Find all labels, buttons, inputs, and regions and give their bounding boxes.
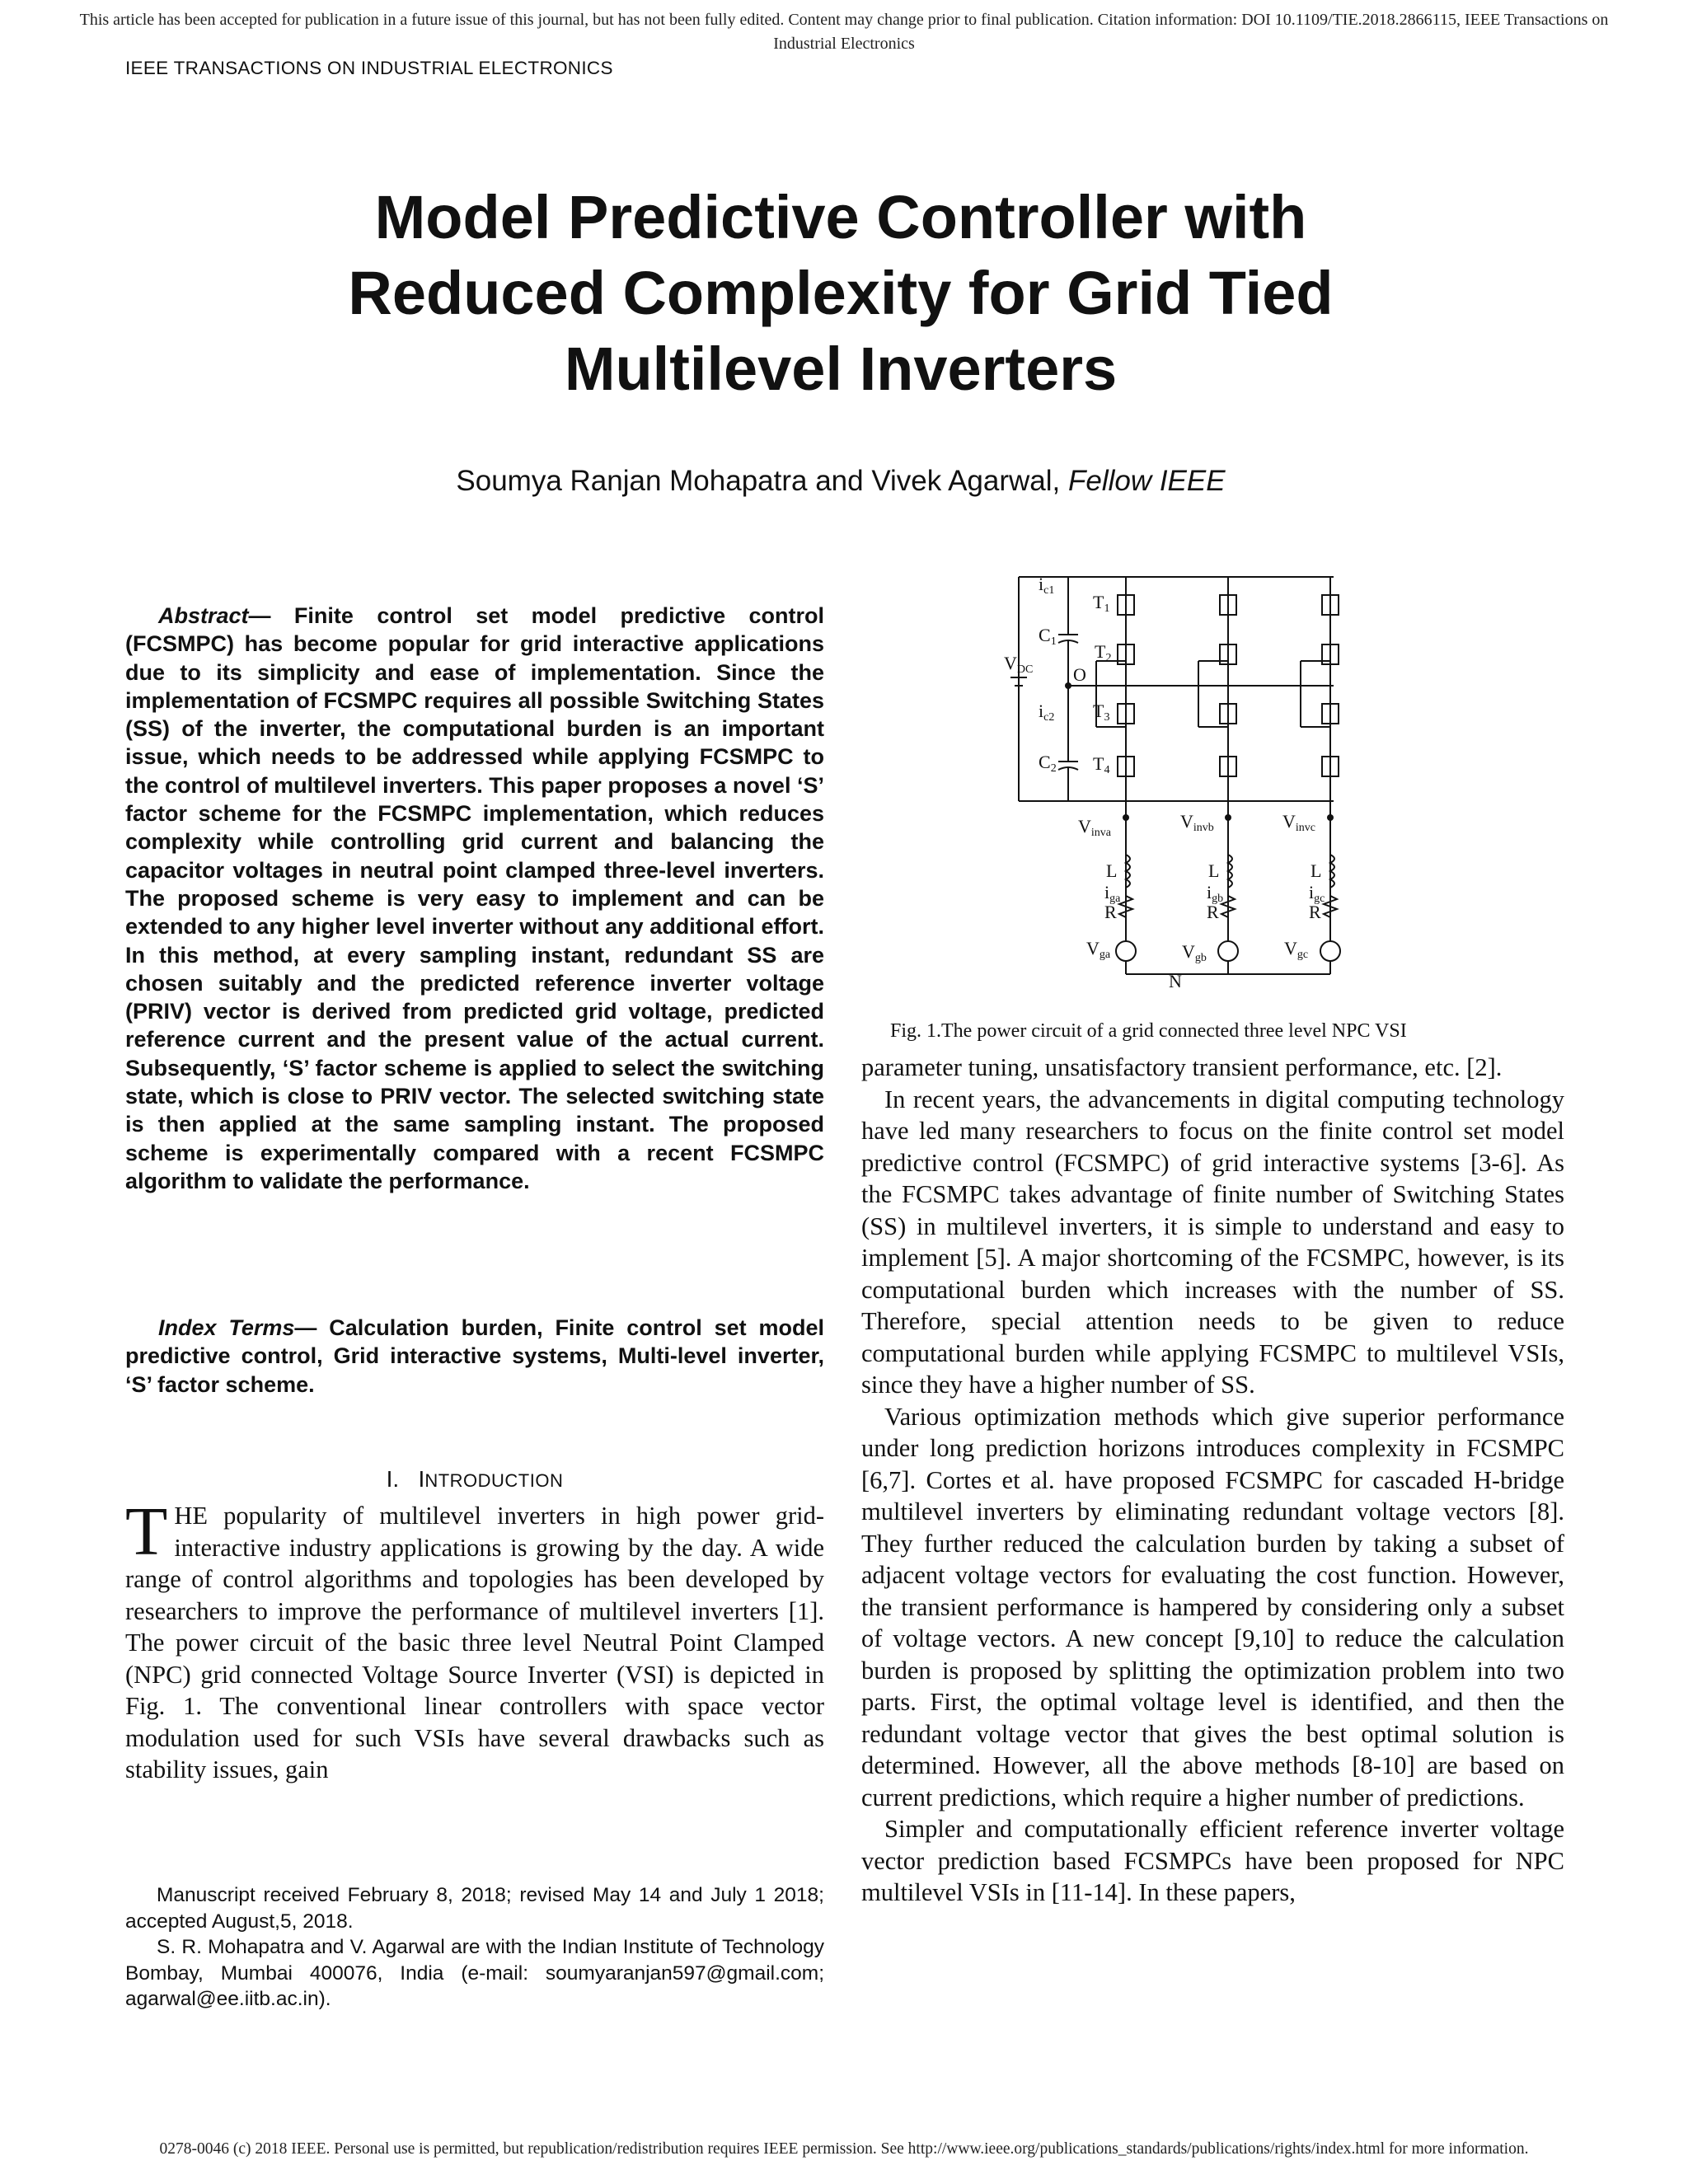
label-c1: C1 — [1039, 625, 1057, 648]
paragraph-1: parameter tuning, unsatisfactory transient performance, etc. [2]. — [861, 1053, 1503, 1081]
label-la: L — [1106, 860, 1118, 881]
abstract-label: Abstract — [158, 603, 249, 628]
power-circuit-figure — [1004, 570, 1446, 999]
section-number: I. — [386, 1466, 400, 1492]
section-title-rest: NTRODUCTION — [424, 1470, 564, 1491]
label-iga: iga — [1104, 882, 1121, 905]
figure-caption: Fig. 1.The power circuit of a grid connected three level NPC VSI — [890, 1020, 1407, 1042]
index-terms — [125, 1314, 824, 1399]
footnote-received: Manuscript received February 8, 2018; revised May 14 and July 1 2018; accepted August,5, 2018. — [125, 1884, 824, 1933]
paper-title: Model Predictive Controller with Reduced Complexity for Grid Tied Multilevel Inverters — [348, 183, 1334, 403]
label-o: O — [1073, 664, 1086, 685]
paragraph-2: In recent years, the advancements in digital computing technology have led many researchers to focus on the finite control set model predictive control (FCSMPC) of grid interactive systems [3-6]. As the FCSMPC takes advantage of finite number of Switching States (SS) in multilevel inverters, it is simple to understand and easy to implement [5]. A major shortcoming of the FCSMPC, however, is its computational burden which increases with the number of SS. Therefore, special attention needs to be given to reduce computational burden while applying FCSMPC to multilevel VSIs, since they have a higher number of SS. — [861, 1085, 1564, 1399]
author-line — [239, 465, 1442, 498]
label-t4: T4 — [1093, 753, 1110, 776]
footnote-affiliation: S. R. Mohapatra and V. Agarwal are with the Indian Institute of Technology Bombay, Mumbai 400076, India (e-mail: soumyaranjan597@gmail.com; agarwal@ee.iitb.ac.in). — [125, 1936, 824, 2010]
index-terms-text: — Calculation burden, Finite control set model predictive control, Grid interactive systems, Multi-level inverter, ‘S’ factor scheme. — [125, 1315, 824, 1397]
author-title: Fellow IEEE — [1067, 465, 1226, 497]
footnotes — [125, 1882, 824, 2013]
label-rb: R — [1207, 902, 1219, 922]
label-vga: Vga — [1086, 938, 1111, 961]
abstract — [125, 602, 824, 1195]
section-initial: I — [418, 1466, 425, 1492]
paragraph-3: Various optimization methods which give superior performance under long prediction horizons introduces complexity in FCSMPC [6,7]. Cortes et al. have proposed FCSMPC for cascaded H-bridge multilevel inverters by eliminating redundant voltage vectors [8]. They further reduced the calculation burden by taking a subset of adjacent voltage vectors for evaluating the cost function. However, the transient performance is hampered by considering only a subset of voltage vectors. A new concept [9,10] to reduce the calculation burden is proposed by splitting the optimization problem into two parts. First, the optimal voltage level is identified, and then the redundant voltage vector that gives the best optimal solution is determined. However, all the above methods [8-10] are based on current predictions, which require a higher number of predictions. — [861, 1402, 1564, 1811]
label-vinva: Vinva — [1078, 816, 1111, 839]
abstract-text: — Finite control set model predictive control (FCSMPC) has become popular for grid interactive applications due to its simplicity and ease of implementation. Since the implementation of FCSMPC requires all possible Switching States (SS) of the inverter, the computational burden is an important issue, which needs to be addressed while applying FCSMPC to the control of multilevel inverters. This paper proposes a novel ‘S’ factor scheme for the FCSMPC implementation, which reduces complexity while controlling grid current and balancing the capacitor voltages in neutral point clamped three-level inverters. The proposed scheme is very easy to implement and can be extended to any higher level inverter without any additional effort. In this method, at every sampling instant, redundant SS are chosen suitably and the predicted reference inverter voltage (PRIV) vector is derived from predicted grid voltage, predicted reference current and the present value of the actual current. Subsequently, ‘S’ factor scheme is applied to select the switching state, which is close to PRIV vector. The selected switching state is then applied at the same sampling instant. The proposed scheme is experimentally compared with a recent FCSMPC algorithm to validate the performance. — [125, 603, 824, 1193]
label-vgc: Vgc — [1284, 938, 1309, 961]
label-lc: L — [1311, 860, 1322, 881]
right-column — [861, 1052, 1564, 1909]
journal-name: IEEE TRANSACTIONS ON INDUSTRIAL ELECTRONICS — [125, 58, 613, 78]
label-igc: igc — [1309, 882, 1325, 905]
label-lb: L — [1208, 860, 1220, 881]
author-names: Soumya Ranjan Mohapatra and Vivek Agarwal, — [456, 465, 1068, 497]
intro-text: HE popularity of multilevel inverters in high power grid-interactive industry applications is growing by the day. A wide range of control algorithms and topologies has been developed by researchers to improve the performance of multilevel inverters [1]. The power circuit of the basic three level Neutral Point Clamped (NPC) grid connected Voltage Source Inverter (VSI) is depicted in Fig. 1. The conventional linear controllers with space vector modulation used for such VSIs have several drawbacks such as stability issues, gain — [125, 1502, 824, 1783]
acceptance-notice: This article has been accepted for publication in a future issue of this journal, but has not been fully edited. Content may change prior to final publication. Citation information: DOI 10.1109/TIE.2018.2866115, IEEE Transactions on Industrial Electronics — [79, 11, 1609, 53]
label-vinvc: Vinvc — [1282, 811, 1315, 834]
label-igb: igb — [1207, 882, 1224, 905]
label-ra: R — [1104, 902, 1117, 922]
paragraph-4: Simpler and computationally efficient reference inverter voltage vector prediction based FCSMPCs have been proposed for NPC multilevel VSIs in [11-14]. In these papers, — [861, 1815, 1564, 1906]
label-rc: R — [1309, 902, 1321, 922]
drop-cap: T — [125, 1493, 168, 1570]
section-heading — [125, 1466, 824, 1493]
copyright-notice: 0278-0046 (c) 2018 IEEE. Personal use is permitted, but republication/redistribution requires IEEE permission. See http://www.ieee.org/publications_standards/publications/rights/index.html for more information. — [159, 2140, 1529, 2158]
intro-paragraph — [125, 1493, 824, 1786]
label-t3: T3 — [1093, 701, 1110, 724]
label-ic1: ic1 — [1039, 574, 1055, 597]
label-t2: T2 — [1095, 641, 1112, 664]
label-ic2: ic2 — [1039, 701, 1055, 724]
label-vgb: Vgb — [1182, 941, 1207, 964]
label-t1: T1 — [1093, 592, 1110, 615]
label-c2: C2 — [1039, 752, 1057, 775]
label-vdc: VDC — [1004, 653, 1034, 676]
label-n: N — [1169, 971, 1182, 991]
label-vinvb: Vinvb — [1180, 811, 1214, 834]
index-terms-label: Index Terms — [158, 1315, 295, 1340]
